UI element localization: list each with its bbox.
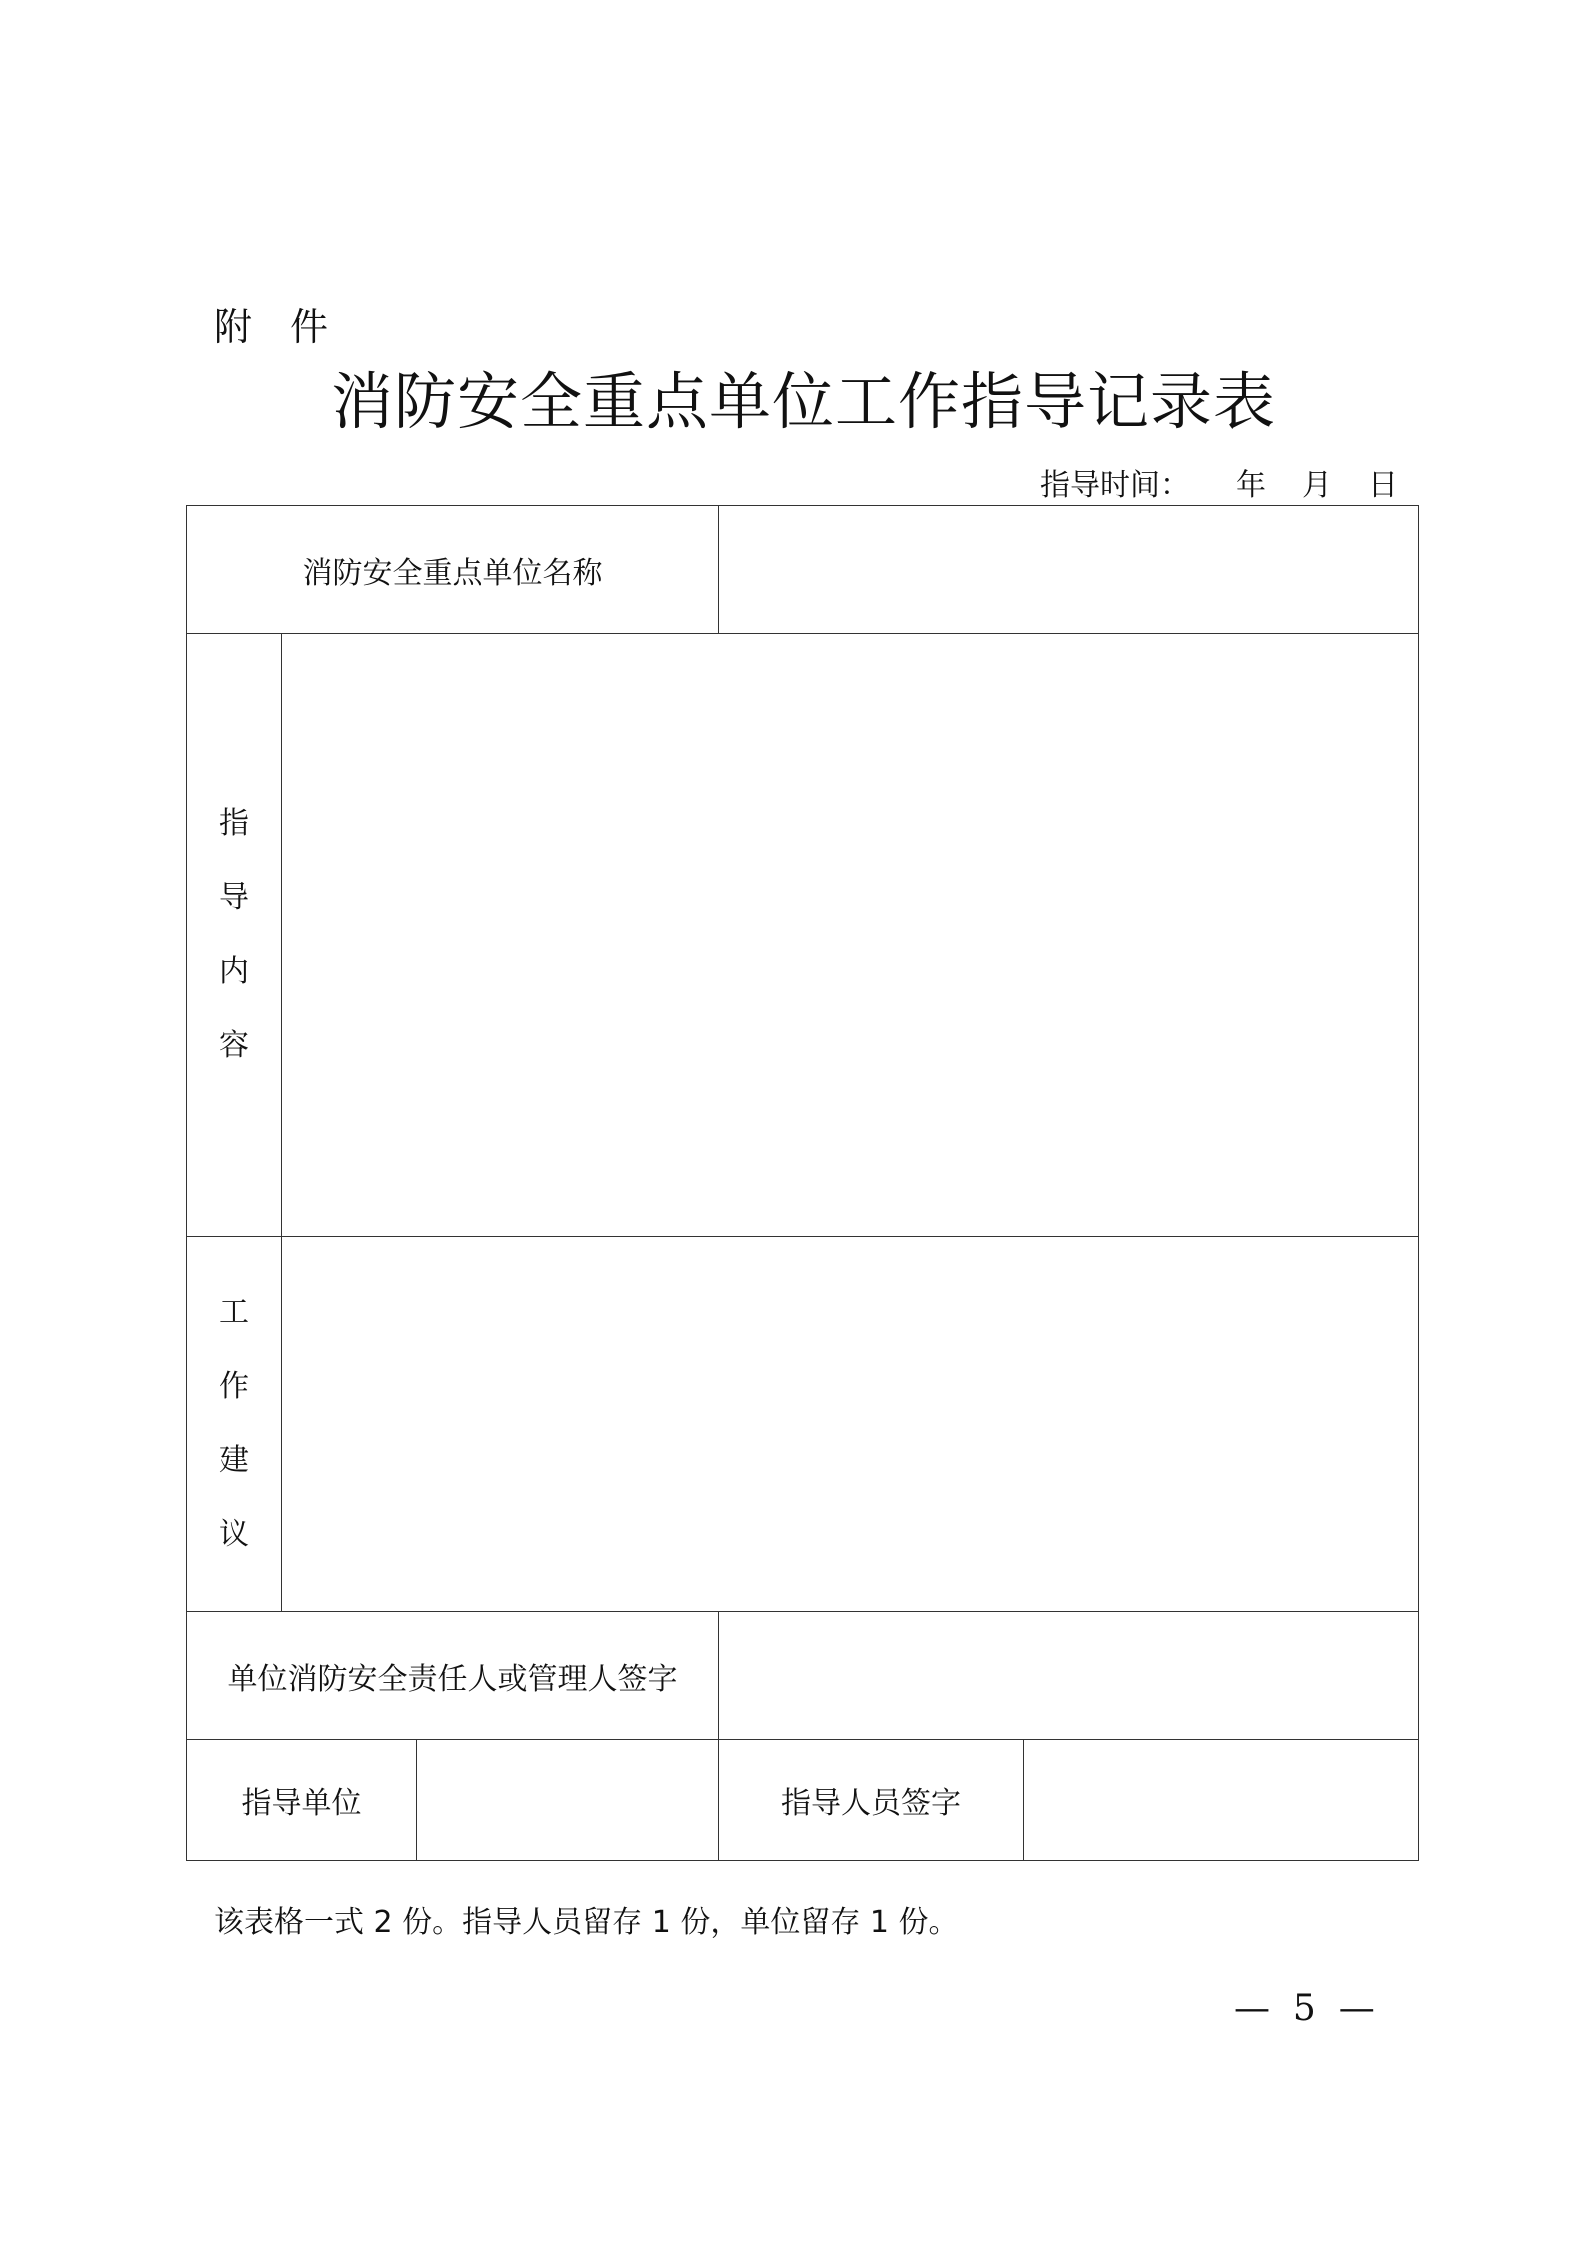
page-dash: —	[1234, 1988, 1270, 2029]
record-form-table	[186, 505, 1419, 1861]
work-suggestion-label-cell	[187, 1237, 282, 1612]
guide-unit-label: 指导单位	[187, 1740, 417, 1861]
guide-unit-field[interactable]	[417, 1740, 719, 1861]
attachment-label	[214, 296, 328, 351]
vertical-char: 容	[219, 1028, 249, 1063]
guide-staff-sign-label: 指导人员签字	[719, 1740, 1024, 1861]
guidance-date	[1040, 460, 1398, 504]
vertical-char: 指	[219, 806, 249, 841]
vertical-char: 工	[219, 1295, 249, 1330]
responsible-sign-label: 单位消防安全责任人或管理人签字	[187, 1612, 719, 1740]
guidance-content-label	[187, 800, 281, 1070]
guidance-content-field[interactable]	[282, 634, 1419, 1237]
work-suggestion-field[interactable]	[282, 1237, 1419, 1612]
responsible-sign-field[interactable]	[719, 1612, 1419, 1740]
guide-staff-sign-field[interactable]	[1024, 1740, 1419, 1861]
document-title: 消防安全重点单位工作指导记录表	[330, 365, 1276, 438]
attachment-char: 附	[214, 305, 253, 349]
vertical-char: 议	[219, 1517, 249, 1552]
unit-name-label: 消防安全重点单位名称	[187, 506, 719, 634]
date-month: 月	[1302, 468, 1332, 503]
vertical-char: 建	[219, 1443, 249, 1478]
attachment-char: 件	[290, 305, 329, 349]
page-dash: —	[1338, 1988, 1375, 2029]
page-number	[1234, 1988, 1375, 2029]
vertical-char: 作	[219, 1369, 249, 1404]
work-suggestion-label	[187, 1289, 281, 1559]
page-number-value: 5	[1292, 1988, 1316, 2029]
unit-name-field[interactable]	[719, 506, 1419, 634]
guidance-content-label-cell	[187, 634, 282, 1237]
footer-note: 该表格一式 2 份。指导人员留存 1 份，单位留存 1 份。	[214, 1905, 959, 1940]
date-year: 年	[1236, 468, 1266, 503]
date-label: 指导时间：	[1040, 468, 1190, 503]
date-day: 日	[1368, 468, 1398, 503]
vertical-char: 内	[219, 954, 249, 989]
vertical-char: 导	[219, 880, 249, 915]
